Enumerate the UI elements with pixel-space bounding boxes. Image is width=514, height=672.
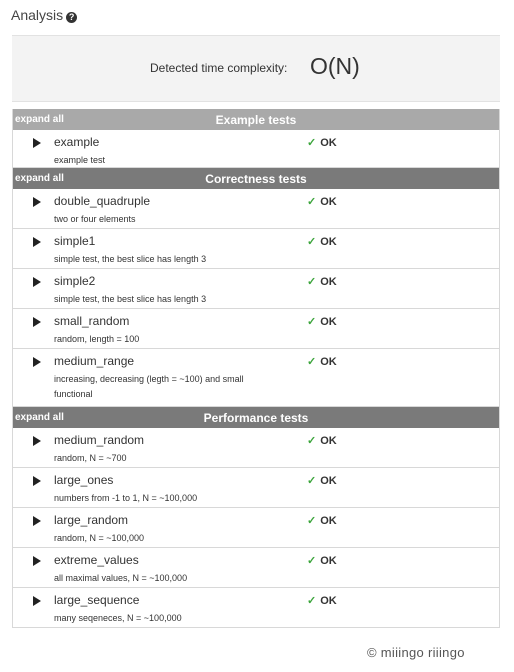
test-status xyxy=(307,315,337,328)
check-icon: ✓ xyxy=(307,137,317,149)
test-row xyxy=(13,130,499,168)
help-icon[interactable]: ? xyxy=(66,12,77,23)
check-icon: ✓ xyxy=(307,196,317,208)
expand-all-button[interactable]: expand all xyxy=(15,114,64,125)
expand-triangle-icon[interactable] xyxy=(33,277,41,287)
test-description: simple test, the best slice has length 3 xyxy=(54,294,207,304)
analysis-header xyxy=(11,7,77,23)
test-status-text: OK xyxy=(320,316,337,328)
test-status-text: OK xyxy=(320,356,337,368)
test-row xyxy=(13,588,499,627)
complexity-value: O(N) xyxy=(310,53,360,79)
test-name: medium_random xyxy=(54,433,145,447)
expand-all-button[interactable]: expand all xyxy=(15,412,64,423)
test-name: example xyxy=(54,135,100,149)
test-status-text: OK xyxy=(320,515,337,527)
expand-triangle-icon[interactable] xyxy=(33,596,41,606)
test-status xyxy=(307,554,337,567)
test-description: random, length = 100 xyxy=(54,334,140,344)
test-status xyxy=(307,514,337,527)
test-description: all maximal values, N = ~100,000 xyxy=(54,573,188,583)
group-title: Example tests xyxy=(215,113,297,127)
test-description: simple test, the best slice has length 3 xyxy=(54,254,207,264)
test-name: extreme_values xyxy=(54,553,139,567)
test-status-text: OK xyxy=(320,276,337,288)
complexity-label: Detected time complexity: xyxy=(150,61,288,75)
test-row xyxy=(13,349,499,407)
test-status xyxy=(307,195,337,208)
test-status xyxy=(307,474,337,487)
group-title: Performance tests xyxy=(203,411,309,425)
test-row xyxy=(13,309,499,349)
check-icon: ✓ xyxy=(307,236,317,248)
test-status-text: OK xyxy=(320,555,337,567)
expand-triangle-icon[interactable] xyxy=(33,516,41,526)
tests-table xyxy=(12,109,500,628)
expand-triangle-icon[interactable] xyxy=(33,556,41,566)
expand-triangle-icon[interactable] xyxy=(33,476,41,486)
test-row xyxy=(13,229,499,269)
expand-triangle-icon[interactable] xyxy=(33,317,41,327)
test-name: large_sequence xyxy=(54,593,140,607)
test-description: numbers from -1 to 1, N = ~100,000 xyxy=(54,493,198,503)
test-row xyxy=(13,269,499,309)
check-icon: ✓ xyxy=(307,595,317,607)
test-name: simple1 xyxy=(54,234,96,248)
test-status xyxy=(307,355,337,368)
test-description: increasing, decreasing (legth = ~100) and small functional xyxy=(54,374,244,399)
check-icon: ✓ xyxy=(307,356,317,368)
test-status-text: OK xyxy=(320,236,337,248)
complexity-box xyxy=(12,35,500,102)
expand-triangle-icon[interactable] xyxy=(33,357,41,367)
test-name: large_random xyxy=(54,513,129,527)
test-status xyxy=(307,235,337,248)
test-row xyxy=(13,508,499,548)
test-description: two or four elements xyxy=(54,214,136,224)
test-name: simple2 xyxy=(54,274,96,288)
test-status-text: OK xyxy=(320,435,337,447)
test-name: double_quadruple xyxy=(54,194,151,208)
group-header-performance xyxy=(13,407,499,428)
test-row xyxy=(13,548,499,588)
check-icon: ✓ xyxy=(307,555,317,567)
test-description: random, N = ~100,000 xyxy=(54,533,145,543)
expand-triangle-icon[interactable] xyxy=(33,197,41,207)
test-description: random, N = ~700 xyxy=(54,453,127,463)
test-status-text: OK xyxy=(320,196,337,208)
test-status xyxy=(307,594,337,607)
test-description: many seqeneces, N = ~100,000 xyxy=(54,613,182,623)
test-row xyxy=(13,189,499,229)
test-name: medium_range xyxy=(54,354,135,368)
group-header-example xyxy=(13,109,499,130)
check-icon: ✓ xyxy=(307,276,317,288)
test-description: example test xyxy=(54,155,106,165)
test-status-text: OK xyxy=(320,475,337,487)
expand-all-button[interactable]: expand all xyxy=(15,173,64,184)
expand-triangle-icon[interactable] xyxy=(33,138,41,148)
test-status xyxy=(307,434,337,447)
test-row xyxy=(13,468,499,508)
check-icon: ✓ xyxy=(307,435,317,447)
expand-triangle-icon[interactable] xyxy=(33,436,41,446)
test-status xyxy=(307,275,337,288)
group-header-correctness xyxy=(13,168,499,189)
test-name: large_ones xyxy=(54,473,114,487)
check-icon: ✓ xyxy=(307,316,317,328)
test-status-text: OK xyxy=(320,595,337,607)
footer-logo: © miiingo riiingo xyxy=(367,645,465,660)
group-title: Correctness tests xyxy=(205,172,307,186)
test-name: small_random xyxy=(54,314,130,328)
check-icon: ✓ xyxy=(307,475,317,487)
expand-triangle-icon[interactable] xyxy=(33,237,41,247)
analysis-title: Analysis xyxy=(11,7,64,23)
test-row xyxy=(13,428,499,468)
test-status-text: OK xyxy=(320,137,337,149)
test-status xyxy=(307,136,337,149)
check-icon: ✓ xyxy=(307,515,317,527)
